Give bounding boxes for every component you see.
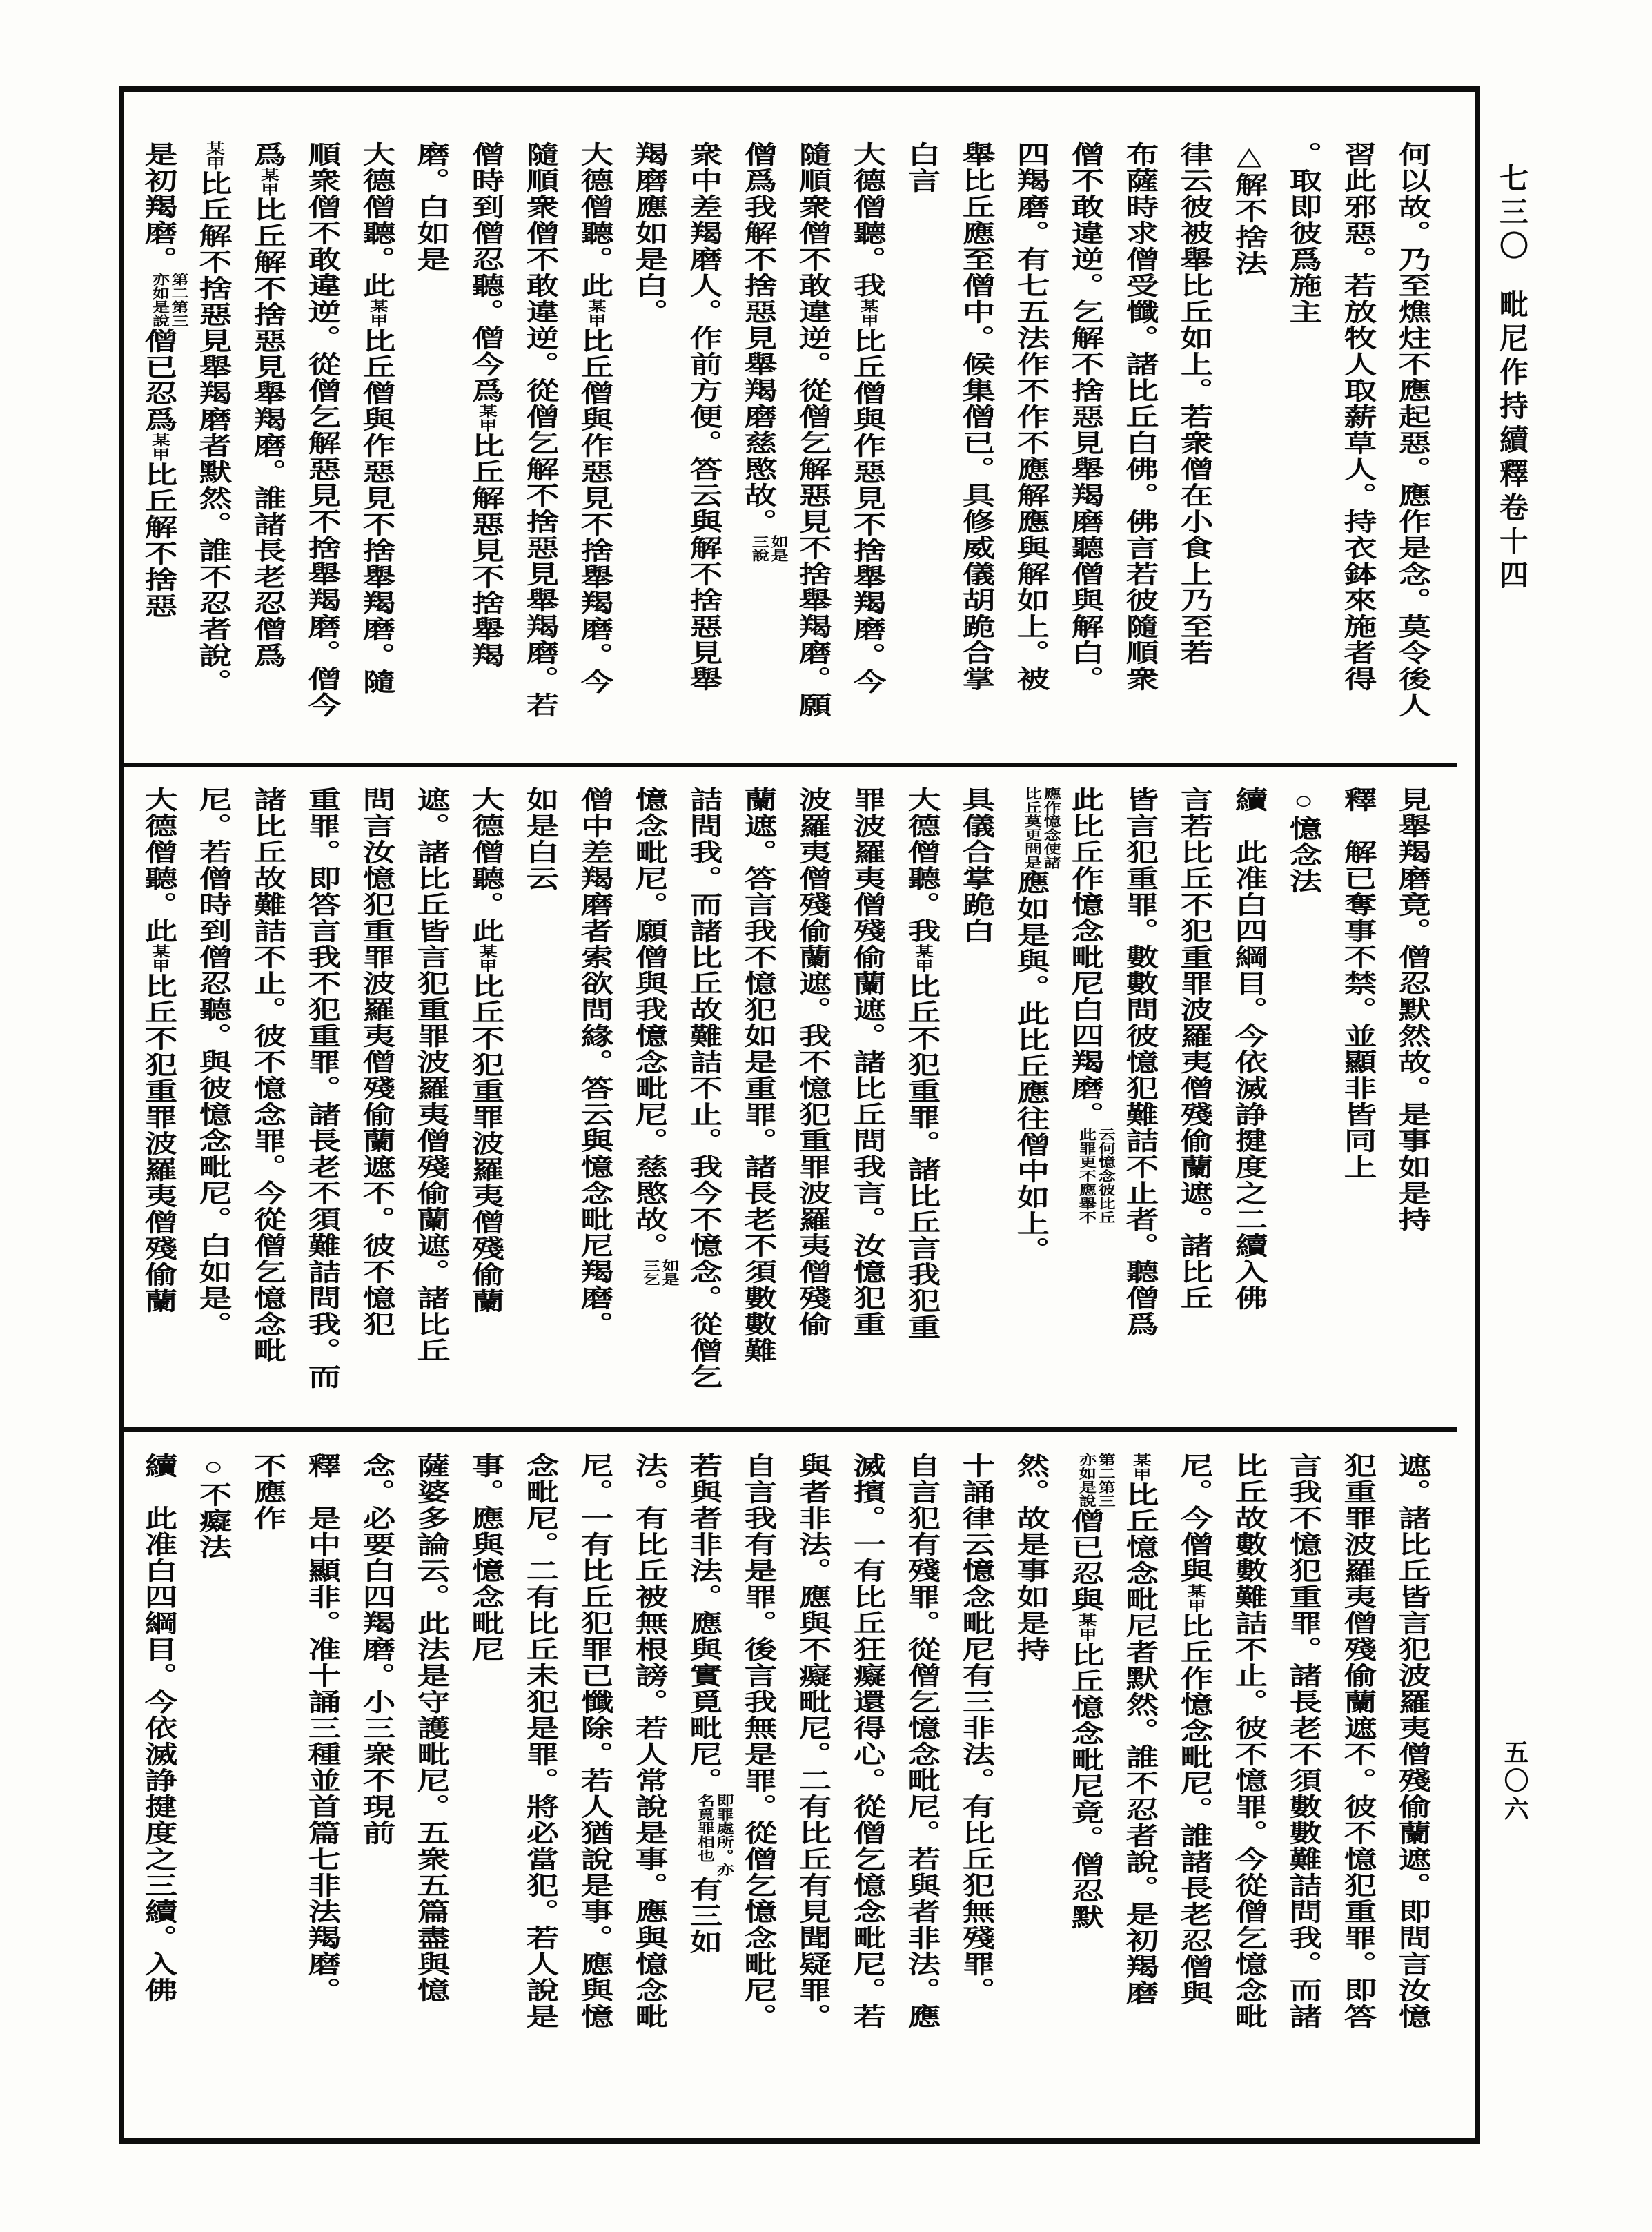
- text-column: 某甲比丘憶念毗尼者默然。誰不忍者說。是初羯磨: [1121, 1453, 1159, 2006]
- text-column: 磨。白如是: [413, 141, 450, 273]
- text-column: 比丘故數數難詰不止。彼不憶罪。今從僧乞憶念毗: [1230, 1453, 1268, 2030]
- text-column: 順衆僧不敢違逆。從僧乞解惡見不捨舉羯磨。僧今: [304, 141, 341, 718]
- text-column: 。取即彼爲施主: [1285, 141, 1322, 325]
- text-column: 與者非法。應與不癡毗尼。二有比丘有見聞疑罪。: [794, 1453, 832, 2030]
- interlinear-note: [640, 1259, 678, 1286]
- text-column: 尼。今僧與某甲比丘作憶念毗尼。誰諸長老忍僧與: [1176, 1453, 1213, 2006]
- interlinear-note: [695, 1794, 733, 1877]
- text-column: 念毗尼。二有比丘未犯是罪。將必當犯。若人說是: [522, 1453, 559, 2030]
- text-column: 何以故。乃至燋炷不應起惡。應作是念。莫令後人: [1394, 141, 1431, 718]
- text-column: 舉比丘應至僧中。候集僧已。具修威儀胡跪合掌: [958, 141, 995, 692]
- text-column: 白言: [903, 141, 941, 194]
- text-column: 續 此准白四綱目。今依滅諍揵度之二續入佛: [1230, 787, 1268, 1311]
- text-column: 是初羯磨。 第二第三 亦如是說 僧已忍爲某甲比丘解不捨惡: [140, 141, 188, 619]
- text-column: 四羯磨。有七五法作不作不應解應與解如上。被: [1012, 141, 1050, 692]
- text-column: 如是白云: [522, 787, 559, 892]
- text-column: ○憶念法: [1285, 787, 1322, 894]
- text-column: 言我不憶犯重罪。諸長老不須數數難詰問我。而諸: [1285, 1453, 1322, 2030]
- text-column: 遮。諸比丘皆言犯重罪波羅夷僧殘偷蘭遮。諸比丘: [413, 787, 450, 1364]
- note-subcolumn: 如是: [768, 535, 788, 562]
- interlinear-note: [150, 273, 188, 328]
- text-column: 蘭遮。答言我不憶犯如是重罪。諸長老不須數數難: [740, 787, 777, 1364]
- note-subcolumn: 亦如是說: [149, 273, 169, 328]
- text-column: 皆言犯重罪。數數問彼憶犯難詰不止者。聽僧爲: [1121, 787, 1159, 1338]
- text-column: 續 此准白四綱目。今依滅諍揵度之三續。入佛: [140, 1453, 177, 2004]
- note-subcolumn: 第二第三: [168, 273, 188, 328]
- text-column: 波羅夷僧殘偷蘭遮。我不憶犯重罪波羅夷僧殘偷: [794, 787, 832, 1338]
- text-column: 習此邪惡。若放牧人取薪草人。持衣鉢來施者得: [1339, 141, 1377, 692]
- interlinear-note: [1076, 1128, 1114, 1224]
- text-column: 犯重罪波羅夷僧殘偷蘭遮不。彼不憶犯重罪。即答: [1339, 1453, 1377, 2030]
- text-column: 諸比丘故難詰不止。彼不憶念罪。今從僧乞憶念毗: [249, 787, 286, 1364]
- text-column: 滅擯。一有比丘狂癡還得心。從僧乞憶念毗尼。若: [849, 1453, 886, 2030]
- text-column: 大德僧聽。此某甲比丘僧與作惡見不捨舉羯磨。隨: [358, 141, 395, 695]
- small-inline-name: 某甲: [1184, 1584, 1205, 1613]
- note-subcolumn: 第二第三: [1095, 1453, 1115, 1508]
- text-column: 大德僧聽。此某甲比丘不犯重罪波羅夷僧殘偷蘭: [467, 787, 504, 1314]
- text-column: 律云彼被舉比丘如上。若衆僧在小食上乃至若: [1176, 141, 1213, 666]
- text-frame: [119, 86, 1480, 2144]
- small-inline-name: 某甲: [912, 944, 932, 973]
- small-inline-name: 某甲: [857, 299, 878, 328]
- note-subcolumn: 三說: [749, 535, 769, 562]
- text-column: 若與者非法。應與實覓毗尼。 即罪處所。亦 名覓罪相也 有三如: [685, 1453, 734, 1955]
- small-inline-name: 某甲: [203, 141, 224, 170]
- small-inline-name: 某甲: [1075, 1613, 1096, 1642]
- text-column: 衆中差羯磨人。作前方便。答云與解不捨惡見舉: [685, 141, 722, 692]
- text-column: 釋 解已奪事不禁。並顯非皆同上: [1339, 787, 1377, 1180]
- note-subcolumn: 如是: [659, 1259, 679, 1286]
- volume-title: 毗尼作持續釋卷十四: [1495, 289, 1527, 594]
- small-inline-name: 某甲: [148, 944, 169, 973]
- text-column: 隨順衆僧不敢違逆。從僧乞解不捨惡見舉羯磨。若: [522, 141, 559, 718]
- text-column: 具儀合掌跪白: [958, 787, 995, 944]
- text-column: 詰問我。而諸比丘故難詰不止。我今不憶念。從僧乞: [685, 787, 722, 1390]
- text-column: 事。應與憶念毗尼: [467, 1453, 504, 1663]
- small-inline-name: 某甲: [475, 944, 496, 973]
- note-subcolumn: 亦如是說: [1076, 1453, 1096, 1508]
- small-inline-name: 某甲: [584, 299, 605, 328]
- text-column: 大德僧聽。此某甲比丘僧與作惡見不捨舉羯磨。今: [576, 141, 613, 695]
- small-inline-name: 某甲: [366, 299, 387, 328]
- text-column: 自言我有是罪。後言我無是罪。從僧乞憶念毗尼。: [740, 1453, 777, 2030]
- text-column: 大德僧聽。此某甲比丘不犯重罪波羅夷僧殘偷蘭: [140, 787, 177, 1314]
- text-column: 重罪。即答言我不犯重罪。諸長老不須難詰問我。而: [304, 787, 341, 1390]
- text-column: 僧時到僧忍聽。僧今爲某甲比丘解惡見不捨舉羯: [467, 141, 504, 669]
- volume-serial-number: 七三〇: [1495, 163, 1527, 264]
- text-column: 尼。一有比丘犯罪已懺除。若人猶說是事。應與憶: [576, 1453, 613, 2030]
- text-column: 念。必要白四羯磨。小三衆不現前: [358, 1453, 395, 1846]
- text-column: 十誦律云憶念毗尼有三非法。有比丘犯無殘罪。: [958, 1453, 995, 2004]
- text-column: 薩婆多論云。此法是守護毗尼。五衆五篇盡與憶: [413, 1453, 450, 2004]
- text-column: 某甲比丘解不捨惡見舉羯磨者默然。誰不忍者說。: [195, 141, 232, 695]
- note-subcolumn: 比丘莫更問是: [1021, 787, 1041, 870]
- text-column: 隨順衆僧不敢違逆。從僧乞解惡見不捨舉羯磨。願: [794, 141, 832, 718]
- text-column: 大德僧聽。我某甲比丘不犯重罪。諸比丘言我犯重: [903, 787, 941, 1340]
- text-column: 見舉羯磨竟。僧忍默然故。是事如是持: [1394, 787, 1431, 1233]
- text-column: 僧爲我解不捨惡見舉羯磨慈愍故。 如是 三說: [740, 141, 788, 562]
- note-subcolumn: 云何憶念彼比丘: [1095, 1128, 1115, 1224]
- text-column: 尼。若僧時到僧忍聽。與彼憶念毗尼。白如是。: [195, 787, 232, 1338]
- note-subcolumn: 三乞: [640, 1259, 660, 1286]
- text-column: 不應作: [249, 1453, 286, 1531]
- small-inline-name: 某甲: [1130, 1453, 1150, 1482]
- text-column: 第二第三 亦如是說 僧已忍與某甲比丘憶念毗尼竟。僧忍默: [1067, 1453, 1115, 1930]
- text-column: 應作憶念使諸 比丘莫更問是 應如是與。此比丘應往僧中如上。: [1012, 787, 1061, 1263]
- text-column: 言若比丘不犯重罪波羅夷僧殘偷蘭遮。諸比丘: [1176, 787, 1213, 1311]
- text-column: 然。故是事如是持: [1012, 1453, 1050, 1663]
- note-subcolumn: 即罪處所。亦: [714, 1794, 734, 1877]
- text-column: 僧不敢違逆。乞解不捨惡見舉羯磨聽僧與解白。: [1067, 141, 1104, 692]
- text-column: 問言汝憶犯重罪波羅夷僧殘偷蘭遮不。彼不憶犯: [358, 787, 395, 1338]
- page-number: 五〇六: [1501, 1739, 1528, 1824]
- small-inline-name: 某甲: [257, 168, 278, 197]
- interlinear-note: [749, 535, 787, 562]
- text-column: ○不癡法: [195, 1453, 232, 1560]
- text-column: 遮。諸比丘皆言犯波羅夷僧殘偷蘭遮。即問言汝憶: [1394, 1453, 1431, 2030]
- volume-header: [1491, 163, 1532, 594]
- register-middle: [124, 767, 1457, 1432]
- note-subcolumn: 名覓罪相也: [694, 1794, 714, 1863]
- text-column: 大德僧聽。我某甲比丘僧與作惡見不捨舉羯磨。今: [849, 141, 886, 695]
- text-column: 自言犯有殘罪。從僧乞憶念毗尼。若與者非法。應: [903, 1453, 941, 2030]
- text-column: △解不捨法: [1230, 141, 1268, 277]
- text-column: 僧中差羯磨者索欲問緣。答云與憶念毗尼羯磨。: [576, 787, 613, 1338]
- register-top: [124, 92, 1457, 767]
- register-bottom: [124, 1432, 1457, 2128]
- interlinear-note: [1022, 787, 1060, 870]
- small-inline-name: 某甲: [148, 433, 169, 462]
- text-column: 釋 是中顯非。准十誦三種並首篇七非法羯磨。: [304, 1453, 341, 2004]
- text-column: 此比丘作憶念毗尼白四羯磨。 云何憶念彼比丘 此罪更不應舉不: [1067, 787, 1115, 1224]
- text-column: 罪波羅夷僧殘偷蘭遮。諸比丘問我言。汝憶犯重: [849, 787, 886, 1338]
- text-column: 法。有比丘被無根謗。若人常說是事。應與憶念毗: [631, 1453, 668, 2030]
- interlinear-note: [1076, 1453, 1114, 1508]
- note-subcolumn: 應作憶念使諸: [1041, 787, 1061, 870]
- text-column: 爲某甲比丘解不捨惡見舉羯磨。誰諸長老忍僧爲: [249, 141, 286, 669]
- text-column: 布薩時求僧受懺。諸比丘白佛。佛言若彼隨順衆: [1121, 141, 1159, 692]
- text-column: 羯磨應如是白。: [631, 141, 668, 325]
- note-subcolumn: 此罪更不應舉不: [1076, 1128, 1096, 1224]
- text-column: 憶念毗尼。願僧與我憶念毗尼。慈愍故。 如是 三乞: [631, 787, 679, 1286]
- small-inline-name: 某甲: [475, 404, 496, 433]
